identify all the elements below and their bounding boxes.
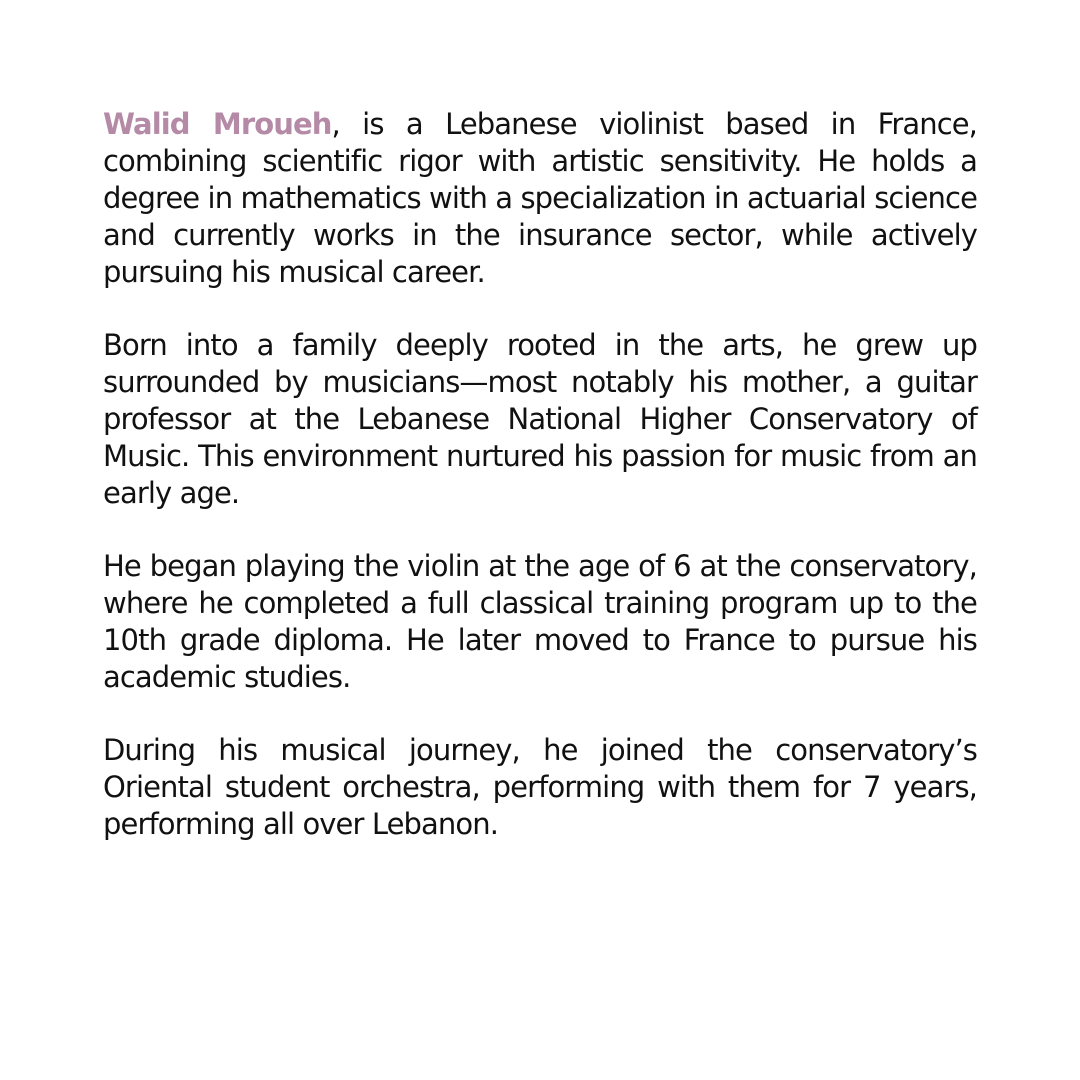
paragraph-training: He began playing the violin at the age of 6 at the conservatory, where he completed a full classical training program up to the 10th grade diploma. He later moved to France to pursue his academic studies. — [103, 549, 977, 694]
biography-text — [103, 106, 977, 879]
artist-name: Walid Mroueh — [103, 107, 332, 141]
paragraph-family: Born into a family deeply rooted in the arts, he grew up surrounded by musicians—most notably his mother, a guitar professor at the Lebanese National Higher Conservatory of Music. This environment nurtured his passion for music from an early age. — [103, 328, 977, 510]
paragraph-orchestra: During his musical journey, he joined the conservatory’s Oriental student orchestra, performing with them for 7 years, performing all over Lebanon. — [103, 733, 977, 841]
paragraph-intro — [103, 106, 977, 291]
intro-text: , is a Lebanese violinist based in France, combining scientific rigor with artistic sensitivity. He holds a degree in mathematics with a specialization in actuarial science and currently works in the insurance sector, while actively pursuing his musical career. — [103, 107, 978, 289]
